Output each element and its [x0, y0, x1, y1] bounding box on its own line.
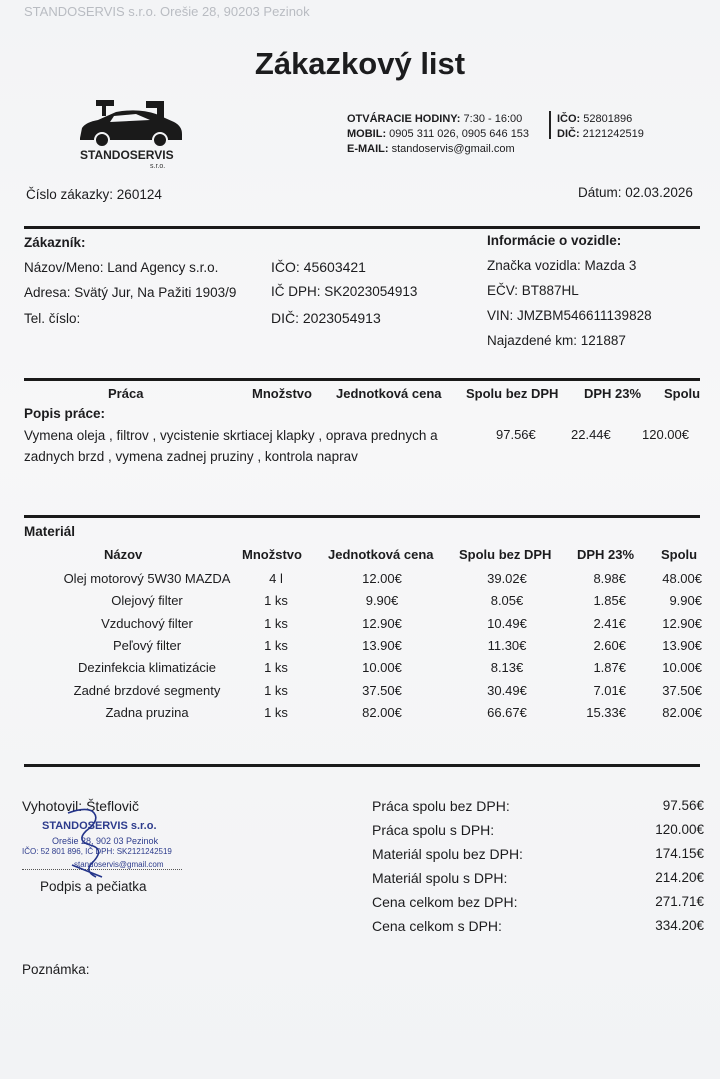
- company-header: STANDOSERVIS s.r.o. Orešie 28, 90203 Pezinok: [24, 4, 310, 19]
- order-number: Číslo zákazky: 260124: [26, 187, 162, 202]
- cell-total: 10.00€: [662, 660, 702, 676]
- vehicle-heading: Informácie o vozidle:: [487, 233, 622, 248]
- labor-values: 97.56€ 22.44€ 120.00€: [496, 427, 689, 442]
- cell-vat: 1.87€: [593, 660, 626, 676]
- summary-label: Materiál spolu s DPH:: [372, 870, 508, 886]
- cell-name: Olejový filter: [111, 593, 183, 609]
- company-dic: DIČ: 2121242519: [557, 128, 644, 140]
- cell-net: 30.49€: [487, 682, 527, 698]
- mobile: MOBIL: 0905 311 026, 0905 646 153: [347, 128, 530, 140]
- divider: [24, 764, 700, 767]
- cell-name: Dezinfekcia klimatizácie: [78, 660, 216, 676]
- table-row: [24, 705, 704, 727]
- cell-net: 8.05€: [490, 593, 524, 609]
- cell-vat: 2.41€: [593, 615, 626, 631]
- car-logo-icon: [78, 98, 188, 148]
- vehicle-ecv: EČV: BT887HL: [487, 283, 579, 298]
- labor-desc-line: zadnych brzd , vymena zadnej pruziny , kontrola naprav: [24, 449, 358, 464]
- cell-name: Peľový filter: [112, 637, 182, 653]
- cell-total: 12.90€: [662, 615, 702, 631]
- cell-name: Vzduchový filter: [101, 615, 193, 631]
- cell-total: 9.90€: [669, 593, 702, 609]
- summary-label: Cena celkom s DPH:: [372, 918, 502, 934]
- table-row: [24, 571, 704, 593]
- material-header: Názov Množstvo Jednotková cena Spolu bez DPH DPH 23% Spolu: [104, 547, 698, 562]
- prepared-by: Vyhotovil: Šteflovič: [22, 798, 139, 814]
- table-row: [24, 616, 704, 638]
- cell-unit: 9.90€: [365, 593, 399, 609]
- summary-label: Práca spolu bez DPH:: [372, 798, 510, 814]
- summary-value: 334.20€: [655, 918, 704, 933]
- cell-unit: 82.00€: [362, 704, 402, 720]
- cell-unit: 10.00€: [362, 660, 402, 676]
- cell-vat: 1.85€: [593, 593, 626, 609]
- customer-phone: Tel. číslo:: [24, 311, 81, 326]
- vehicle-vin: VIN: JMZBM546611139828: [487, 308, 652, 323]
- customer-name: Názov/Meno: Land Agency s.r.o.: [24, 260, 219, 275]
- summary-label: Cena celkom bez DPH:: [372, 894, 518, 910]
- labor-header: Práca Množstvo Jednotková cena Spolu bez DPH DPH 23% Spolu: [108, 386, 701, 401]
- cell-qty: 1 ks: [264, 660, 288, 676]
- table-row: [24, 660, 704, 682]
- summary-value: 214.20€: [655, 870, 704, 885]
- cell-total: 48.00€: [662, 571, 702, 586]
- divider: [24, 515, 700, 518]
- summary-label: Práca spolu s DPH:: [372, 822, 495, 838]
- opening-hours: OTVÁRACIE HODINY: 7:30 - 16:00: [347, 113, 523, 125]
- cell-unit: 37.50€: [362, 682, 402, 698]
- table-row: [24, 638, 704, 660]
- cell-qty: 1 ks: [264, 682, 288, 698]
- labor-desc-label: Popis práce:: [24, 406, 106, 421]
- customer-address: Adresa: Svätý Jur, Na Pažiti 1903/9: [24, 285, 237, 300]
- cell-vat: 15.33€: [586, 704, 626, 720]
- customer-heading: Zákazník:: [24, 235, 86, 250]
- divider: [24, 378, 700, 381]
- table-row: [24, 593, 704, 615]
- cell-unit: 12.00€: [362, 571, 402, 586]
- cell-qty: 1 ks: [264, 615, 288, 631]
- customer-dic: DIČ: 2023054913: [271, 310, 381, 326]
- labor-desc-line: Vymena oleja , filtrov , vycistenie skrtiacej klapky , oprava prednych a: [24, 428, 438, 443]
- note-label: Poznámka:: [22, 962, 90, 977]
- cell-qty: 1 ks: [264, 704, 288, 720]
- cell-net: 10.49€: [487, 615, 527, 631]
- cell-unit: 12.90€: [362, 615, 402, 631]
- cell-total: 82.00€: [662, 704, 702, 720]
- logo-name: STANDOSERVIS: [80, 148, 174, 162]
- vehicle-brand: Značka vozidla: Mazda 3: [487, 258, 637, 273]
- cell-net: 8.13€: [490, 660, 524, 676]
- signature-label: Podpis a pečiatka: [40, 879, 147, 894]
- order-sheet: STANDOSERVIS s.r.o. Orešie 28, 90203 Pezinok Zákazkový list STANDOSERVIS s.r.o. OTVÁRACIE HODINY: 7:30 - 16:00 MOBIL: 0905 311 026, 0905 646 153 E-MAIL: standoservis@gmail.com IČO: 52801896 DIČ: 2121242519 Číslo zákazky: 260124 Dátum: 02.03.2026 Zákazník: Názov/Meno: Land Agency s.r.o. Adresa: Svätý Jur, Na Pažiti 1903/9 Tel. číslo: IČO: 45603421 IČ DPH: SK2023054913 DIČ: 2023054913 Informácie o vozidle: Značka vozidla: Mazda 3 EČV: BT887HL VIN: JMZBM546611139828 Najazdené km: 121887 Práca Množstvo Jednotková cena Spolu bez DPH DPH 23% Spolu Popis práce: Vymena oleja , filtrov , vycistenie skrtiacej klapky , oprava prednych a zadnych brzd , vymena zadnej pruziny , kontrola naprav 97.56€ 22.44€ 120.00€ Materiál Názov Množstvo Jednotková cena Spolu bez DPH DPH 23% Spolu Olej motorový 5W30 MAZDA 4 l 12.00€ 39.02€ 8.98€ 48.00€ Olejový filter 1 ks 9.90€ 8.05€ 1.85€ 9.90€ Vzduchový filter 1 ks 12.90€ 10.49€ 2.41€ 12.90€ Peľový filter 1 ks 13.90€ 11.30€ 2.60€ 13.90€ Dezinfekcia klimatizácie 1 ks 10.00€ 8.13€ 1.87€ 10.00€ Zadné brzdové segmenty 1 ks 37.50€ 30.49€ 7.01€ 37.50€ Zadna pruzina 1 ks 82.00€ 66.67€ 15.33€ 82.00€ Vyhotovil: Šteflovič STANDOSERVIS s.r.o. Orešie 28, 902 03 Pezinok IČO: 52 801 896, IČ DPH: SK2121242519 standoservis@gmail.com Podpis a pečiatka Poznámka: Práca spolu bez DPH: 97.56€ Práca spolu s DPH: 120.00€ Materiál spolu bez DPH: 174.15€ Materiál spolu s DPH: 214.20€ Cena celkom bez DPH: 271.71€ Cena celkom s DPH: 334.20€: [0, 0, 720, 1079]
- cell-total: 37.50€: [662, 682, 702, 698]
- summary-value: 271.71€: [655, 894, 704, 909]
- order-date: Dátum: 02.03.2026: [578, 185, 693, 200]
- signature-icon: [62, 805, 122, 880]
- summary-value: 174.15€: [655, 846, 704, 861]
- customer-ic-dph: IČ DPH: SK2023054913: [271, 284, 418, 299]
- vehicle-km: Najazdené km: 121887: [487, 333, 626, 348]
- summary-value: 97.56€: [662, 798, 704, 813]
- cell-vat: 7.01€: [593, 682, 626, 698]
- cell-qty: 1 ks: [264, 637, 288, 653]
- cell-total: 13.90€: [662, 637, 702, 653]
- cell-name: Zadné brzdové segmenty: [73, 682, 221, 698]
- cell-unit: 13.90€: [362, 637, 402, 653]
- company-ico: IČO: 52801896: [557, 113, 633, 125]
- cell-vat: 8.98€: [593, 571, 626, 586]
- page-title: Zákazkový list: [254, 46, 466, 81]
- cell-name: Olej motorový 5W30 MAZDA: [63, 571, 231, 586]
- cell-net: 39.02€: [487, 571, 527, 586]
- contact-divider: [549, 111, 551, 139]
- cell-net: 66.67€: [487, 704, 527, 720]
- summary-label: Materiál spolu bez DPH:: [372, 846, 523, 862]
- cell-qty: 1 ks: [264, 593, 288, 609]
- cell-vat: 2.60€: [593, 637, 626, 653]
- logo-suffix: s.r.o.: [150, 163, 166, 170]
- divider: [24, 226, 700, 229]
- customer-ico: IČO: 45603421: [271, 259, 366, 275]
- email: E-MAIL: standoservis@gmail.com: [347, 143, 515, 155]
- summary-value: 120.00€: [655, 822, 704, 837]
- material-heading: Materiál: [24, 524, 76, 539]
- cell-qty: 4 l: [269, 571, 283, 586]
- cell-net: 11.30€: [487, 637, 527, 653]
- cell-name: Zadna pruzina: [105, 704, 189, 720]
- table-row: [24, 683, 704, 705]
